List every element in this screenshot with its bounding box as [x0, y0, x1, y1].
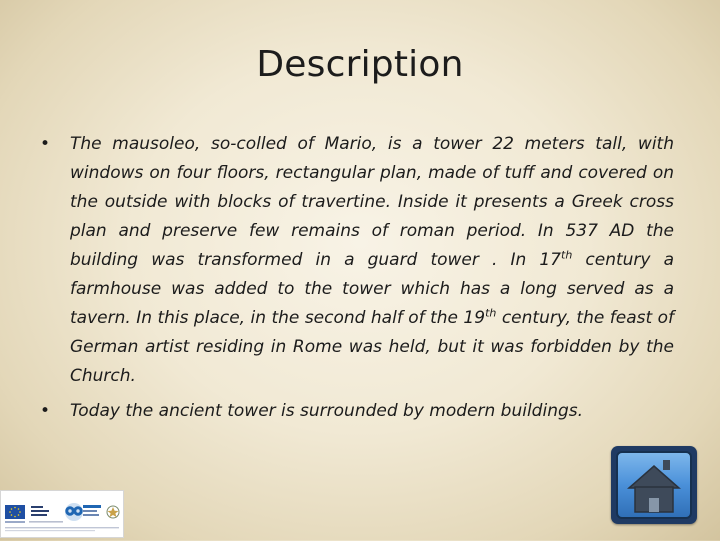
funding-logos [0, 490, 124, 538]
italy-emblem-icon [107, 506, 119, 518]
bullet-item [34, 397, 674, 426]
home-icon [611, 446, 697, 524]
home-button[interactable] [611, 446, 697, 524]
bullet-text: The mausoleo, so-colled of Mario, is a tower 22 meters tall, with windows on four floors, rectangular plan, made of tuff and covered on the outside with blocks of travertine. Inside it presents a Greek cross plan and preserve few remains of roman period. In 537 AD the building was transformed in a guard tower . In 17 [70, 134, 674, 270]
bullet-text: century a farmhouse was added to the tower which has a long served as a tavern. In this place, in the second half of the 19 [70, 250, 675, 328]
superscript: th [485, 306, 497, 320]
superscript: th [561, 248, 573, 262]
bullet-text: century, the feast of German artist residing in Rome was held, but it was forbidden by the Church. [70, 308, 674, 386]
bullet-list [34, 130, 674, 432]
logo-image [1, 491, 123, 537]
bullet-marker: • [40, 134, 51, 154]
slide-title: Description [256, 44, 464, 85]
bullet-item [34, 130, 674, 391]
bullet-text: Today the ancient tower is surrounded by modern buildings. [70, 401, 584, 421]
bullet-marker: • [40, 401, 51, 421]
